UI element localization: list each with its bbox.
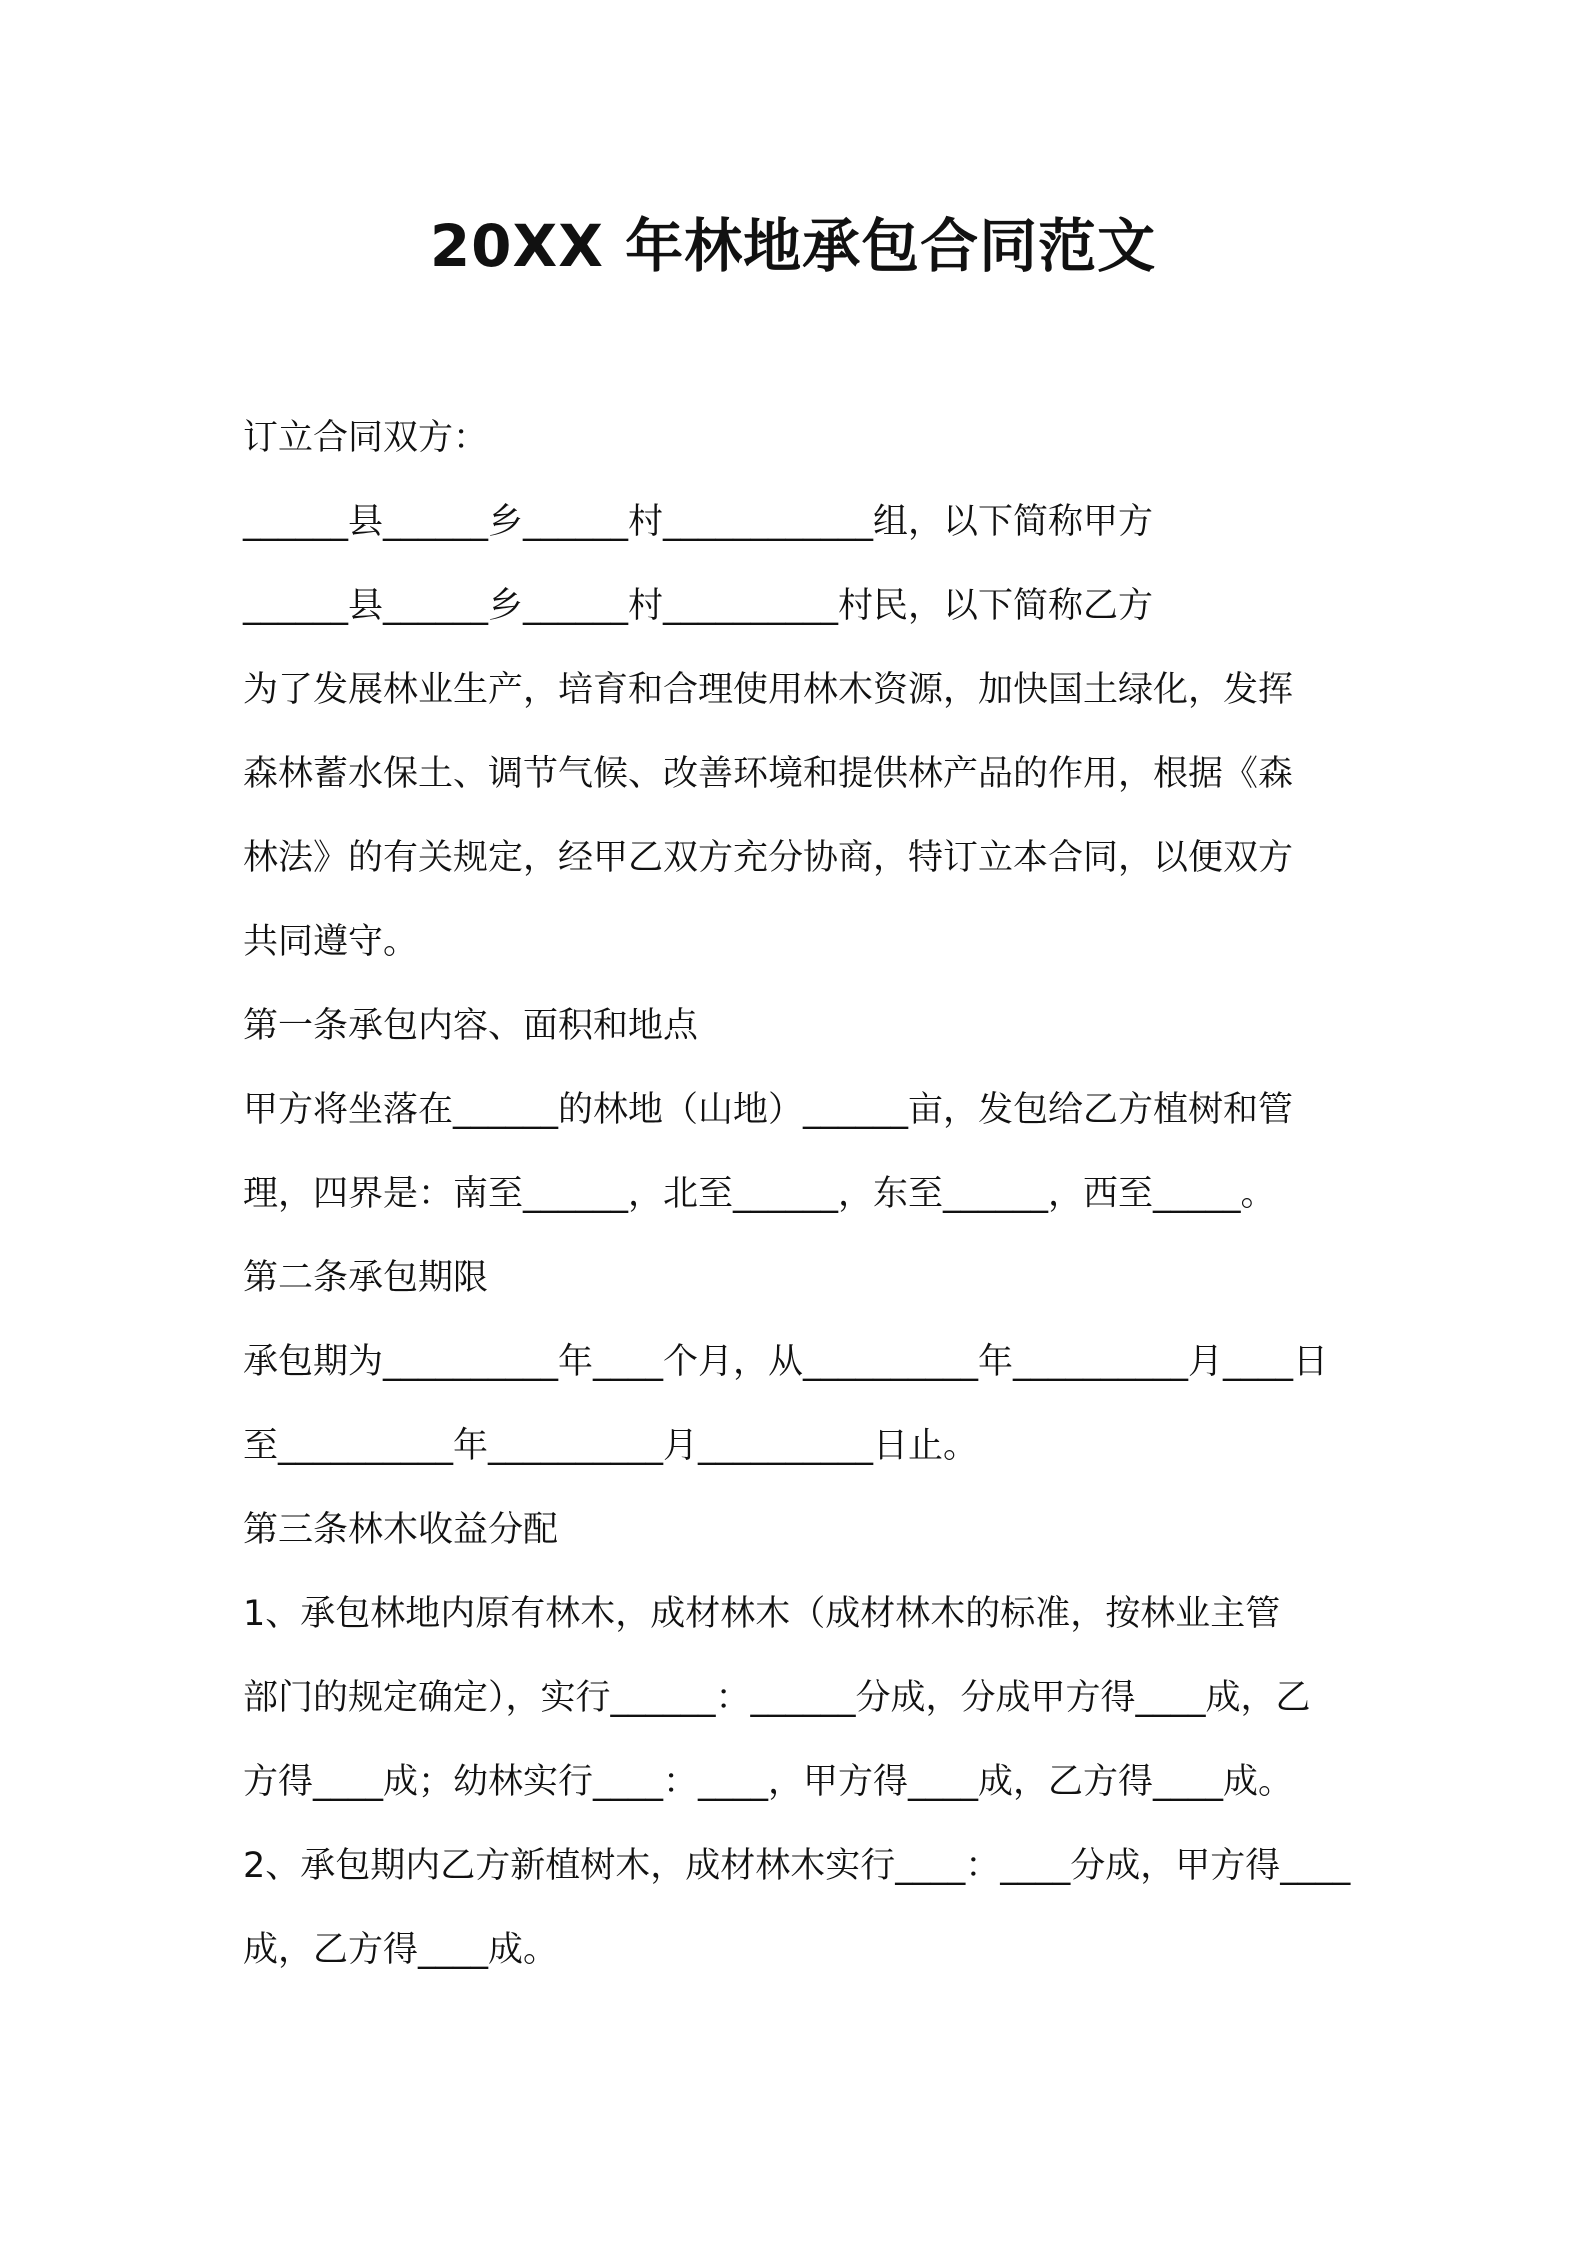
article-3-item-1: 部门的规定确定），实行______：______分成，分成甲方得____成，乙 xyxy=(243,1678,1311,1718)
party-b-line: ______县______乡______村__________村民，以下简称乙方 xyxy=(243,586,1154,626)
preamble-line: 森林蓄水保土、调节气候、改善环境和提供林产品的作用，根据《森 xyxy=(243,754,1294,794)
party-a-line: ______县______乡______村____________组，以下简称甲方 xyxy=(243,502,1154,542)
preamble-line: 为了发展林业生产，培育和合理使用林木资源，加快国土绿化，发挥 xyxy=(243,670,1294,710)
article-3-heading: 第三条林木收益分配 xyxy=(243,1510,559,1550)
article-3-item-2: 2、承包期内乙方新植树木，成材林木实行____：____分成，甲方得____ xyxy=(243,1846,1351,1886)
article-1-text: 甲方将坐落在______的林地（山地）______亩，发包给乙方植树和管 xyxy=(243,1090,1294,1130)
article-2-heading: 第二条承包期限 xyxy=(243,1258,489,1298)
article-2-text: 承包期为__________年____个月，从__________年__________月____日 xyxy=(243,1342,1329,1382)
article-3-item-1: 1、承包林地内原有林木，成材林木（成材林木的标准，按林业主管 xyxy=(243,1594,1281,1634)
preamble-line: 共同遵守。 xyxy=(243,922,419,962)
document-body xyxy=(243,396,1363,1992)
article-3-item-2: 成，乙方得____成。 xyxy=(243,1930,559,1970)
article-1-text: 理，四界是：南至______，北至______，东至______，西至_____。 xyxy=(243,1174,1276,1214)
document-title: 20XX 年林地承包合同范文 xyxy=(429,212,1157,280)
article-2-text: 至__________年__________月__________日止。 xyxy=(243,1426,979,1466)
preamble-line: 林法》的有关规定，经甲乙双方充分协商，特订立本合同，以便双方 xyxy=(243,838,1294,878)
article-1-heading: 第一条承包内容、面积和地点 xyxy=(243,1006,699,1046)
article-3-item-1: 方得____成；幼林实行____：____，甲方得____成，乙方得____成。 xyxy=(243,1762,1294,1802)
parties-heading: 订立合同双方： xyxy=(243,418,489,458)
